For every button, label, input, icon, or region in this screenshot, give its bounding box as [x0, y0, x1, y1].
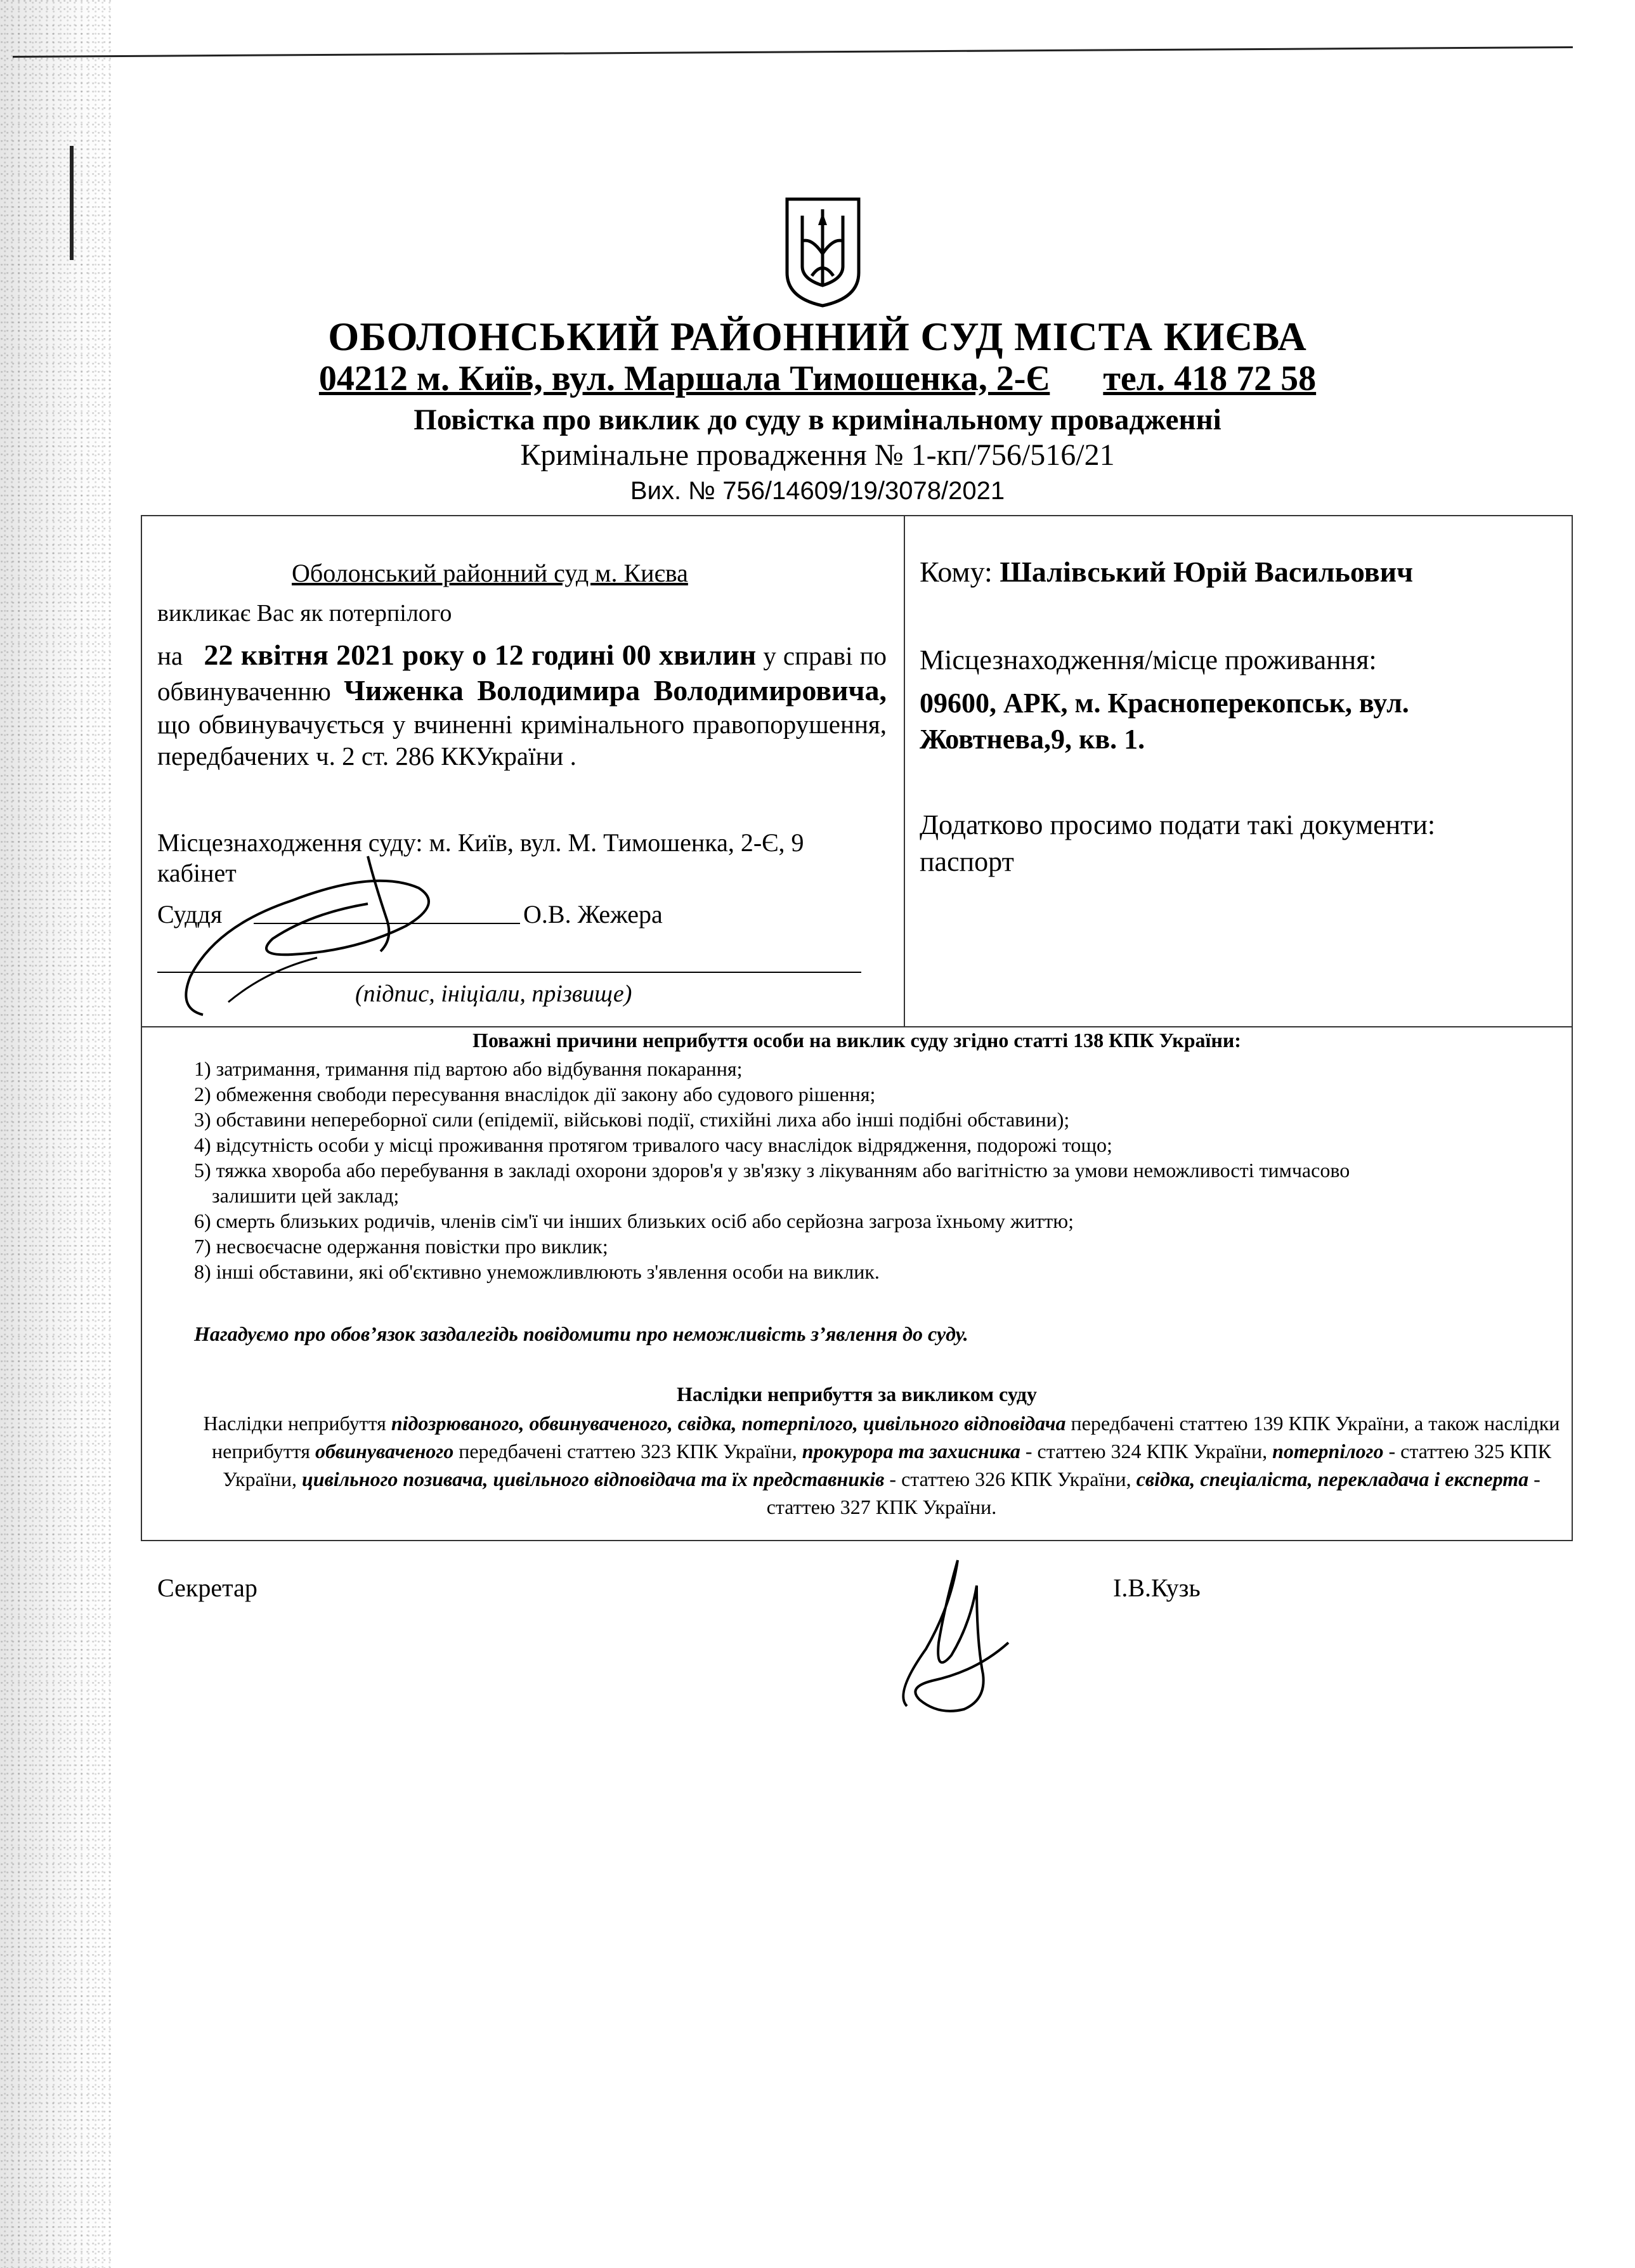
recipient-name: Шалівський Юрій Васильович [1000, 556, 1414, 588]
frame-bottom [141, 1540, 1573, 1541]
judge-name: О.В. Жежера [523, 900, 663, 929]
hearing-date: 22 квітня 2021 року о 12 годині 00 хвилин [204, 639, 757, 671]
list-item: 4) відсутність особи у місці проживання протягом тривалого часу внаслідок відрядження, подорожі тощо; [194, 1133, 1112, 1156]
case-text-1: у справі по обвинуваченню [157, 641, 887, 707]
reminder-note: Нагадуємо про обов’язок заздалегідь повідомити про неможливість з’явлення до суду. [194, 1322, 968, 1345]
cons-emph: прокурора та захисника [802, 1440, 1020, 1463]
list-item: 2) обмеження свободи пересування внаслідок дії закону або судового рішення; [194, 1083, 876, 1105]
valid-reasons-list [194, 1056, 1558, 1284]
outgoing-number: Вих. № 756/14609/19/3078/2021 [630, 477, 1005, 505]
summoning-court: Оболонський районний суд м. Києва [292, 559, 688, 587]
cons-emph: свідка, спеціаліста, перекладача і експерта [1136, 1468, 1529, 1490]
list-item: залишити цей заклад; [212, 1184, 400, 1207]
date-prefix: на [157, 641, 183, 670]
cons-text: - статтею 324 КПК України, [1025, 1440, 1268, 1463]
document-title: Повістка про виклик до суду в кримінальному провадженні [414, 403, 1221, 436]
consequences-paragraph [203, 1409, 1560, 1521]
cons-emph: цивільного позивача, цивільного відповідача та їх представників [301, 1468, 885, 1490]
frame-top [141, 515, 1573, 516]
documents-label: Додатково просимо подати такі документи: [920, 809, 1436, 840]
summons-role: викликає Вас як потерпілого [157, 600, 452, 627]
cons-text: передбачені статтею 139 КПК України, а також наслідки неприбуття [212, 1412, 1560, 1463]
cons-emph: обвинуваченого [315, 1440, 454, 1463]
court-location: Місцезнаходження суду: м. Київ, вул. М. Тимошенка, 2-Є, 9 кабінет [157, 828, 804, 887]
cons-text: - статтею 326 КПК України, [889, 1468, 1131, 1490]
list-item: 3) обставини непереборної сили (епідемії, військові події, стихійні лиха або інші подібні обставини); [194, 1108, 1070, 1131]
left-margin-mark [70, 146, 74, 260]
trident-emblem-icon [783, 197, 863, 308]
recipient-line [920, 555, 1413, 589]
accused-name: Чиженка Володимира Володимировича, [344, 674, 887, 707]
list-item: 6) смерть близьких родичів, членів сім'ї чи інших близьких осіб або серйозна загроза їхньому життю; [194, 1209, 1074, 1232]
valid-reasons-title: Поважні причини неприбуття особи на виклик суду згідно статті 138 КПК України: [472, 1029, 1241, 1052]
list-item: 7) несвоєчасне одержання повістки про виклик; [194, 1235, 608, 1258]
recipient-label: Кому: [920, 556, 993, 588]
case-number: Кримінальне провадження № 1-кп/756/516/21 [520, 438, 1115, 472]
judge-label: Суддя [157, 900, 223, 929]
list-item: 1) затримання, тримання під вартою або відбування покарання; [194, 1057, 743, 1080]
cons-text: передбачені статтею 323 КПК України, [459, 1440, 797, 1463]
secretary-signature [882, 1548, 1027, 1719]
cons-text: Наслідки неприбуття [203, 1412, 386, 1435]
secretary-label: Секретар [157, 1574, 257, 1602]
cons-text: - статтею 327 КПК України. [766, 1468, 1541, 1518]
judge-signature [165, 844, 495, 1027]
address-label: Місцезнаходження/місце проживання: [920, 644, 1377, 675]
cons-emph: підозрюваного, обвинуваченого, свідка, потерпілого, цивільного відповідача [391, 1412, 1066, 1435]
list-item: 5) тяжка хвороба або перебування в закладі охорони здоров'я у зв'язку з лікуванням або вагітністю за умови неможливості тимчасово [194, 1159, 1350, 1182]
consequences-title: Наслідки неприбуття за викликом суду [677, 1383, 1037, 1405]
documents-value: паспорт [920, 846, 1014, 877]
court-title: ОБОЛОНСЬКИЙ РАЙОННИЙ СУД МІСТА КИЄВА [328, 315, 1307, 359]
cons-emph: потерпілого [1272, 1440, 1384, 1463]
secretary-name: І.В.Кузь [1113, 1574, 1201, 1602]
recipient-address: 09600, АРК, м. Красноперекопськ, вул. Жовтнева,9, кв. 1. [920, 688, 1409, 755]
case-text-2: що обвинувачується у вчиненні кримінального правопорушення, передбачених ч. 2 ст. 286 ККУкраїни . [157, 710, 887, 771]
top-rule [13, 46, 1573, 58]
cons-text: - статтею 325 КПК України, [223, 1440, 1551, 1490]
court-address: 04212 м. Київ, вул. Маршала Тимошенка, 2-Є [318, 359, 1050, 398]
signature-caption: (підпис, ініціали, прізвище) [355, 981, 632, 1007]
frame-column-divider [904, 515, 905, 1026]
court-address-line [0, 358, 1635, 399]
court-phone: тел. 418 72 58 [1103, 359, 1317, 398]
hearing-paragraph [157, 637, 887, 772]
list-item: 8) інші обставини, які об'єктивно унеможливлюють з'явлення особи на виклик. [194, 1260, 880, 1283]
